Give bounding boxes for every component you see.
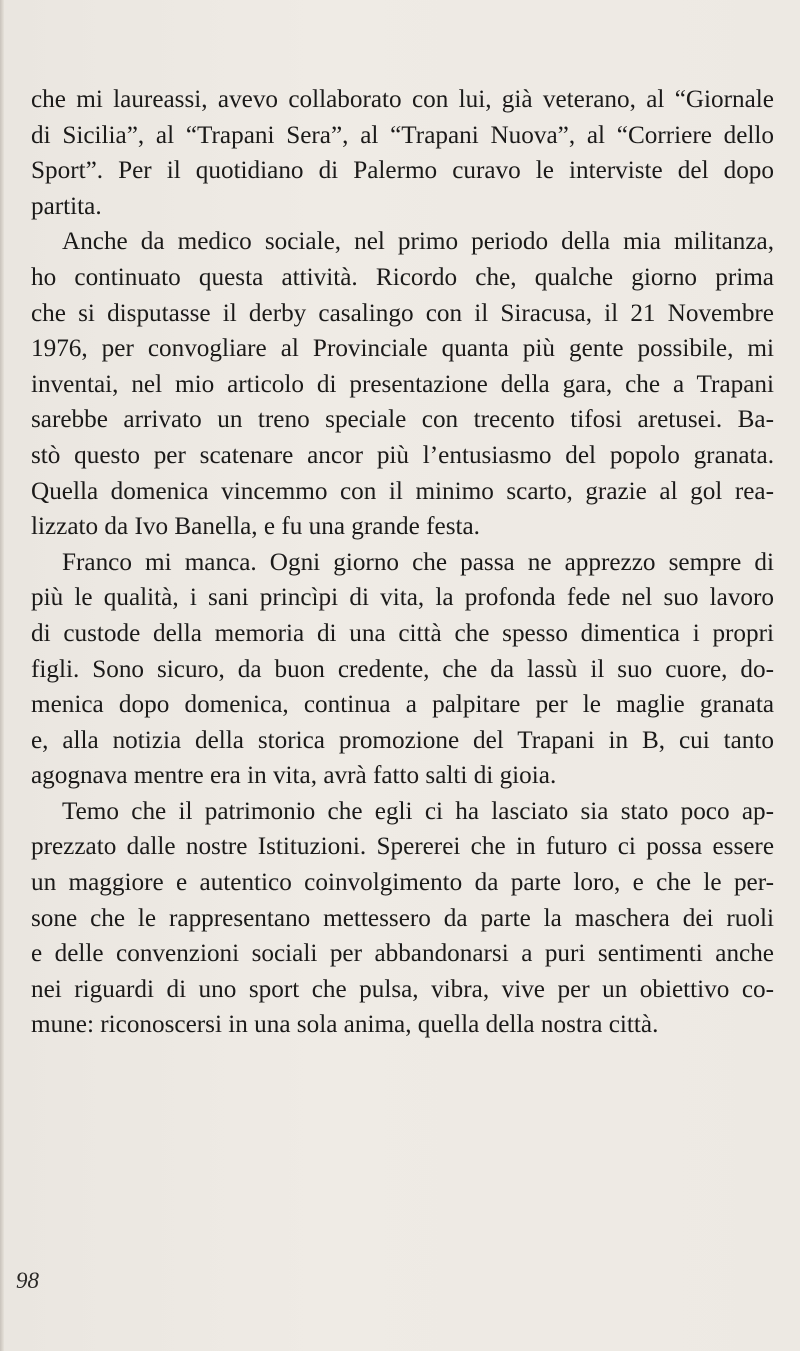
text-line: sarebbe arrivato un treno speciale con trecento tifosi aretusei. Ba-: [31, 406, 774, 434]
text-line: inventai, nel mio articolo di presentazione della gara, che a Trapani: [31, 370, 774, 398]
paragraph: [31, 794, 774, 1043]
text-line: di Sicilia”, al “Trapani Sera”, al “Trapani Nuova”, al “Corriere dello: [31, 121, 774, 149]
text-line: Temo che il patrimonio che egli ci ha lasciato sia stato poco ap-: [62, 797, 774, 825]
body-text: [31, 82, 774, 1043]
paragraph: [31, 224, 774, 544]
text-line: mune: riconoscersi in una sola anima, quella della nostra città.: [31, 1011, 659, 1039]
text-line: più le qualità, i sani princìpi di vita, la profonda fede nel suo lavoro: [31, 584, 774, 612]
text-line: sone che le rappresentano mettessero da parte la maschera dei ruoli: [31, 904, 774, 932]
text-line: che mi laureassi, avevo collaborato con lui, già veterano, al “Giornale: [31, 86, 774, 113]
text-line: nei riguardi di uno sport che pulsa, vibra, vive per un obiettivo co-: [31, 975, 774, 1003]
text-line: 1976, per convogliare al Provinciale quanta più gente possibile, mi: [31, 335, 774, 363]
text-line: Quella domenica vincemmo con il minimo scarto, grazie al gol rea-: [31, 477, 774, 505]
text-line: agognava mentre era in vita, avrà fatto salti di gioia.: [31, 762, 557, 790]
paragraph: [31, 545, 774, 794]
text-line: partita.: [31, 192, 102, 220]
text-line: ho continuato questa attività. Ricordo che, qualche giorno prima: [31, 263, 774, 291]
text-line: di custode della memoria di una città che spesso dimentica i propri: [31, 619, 774, 647]
text-line: figli. Sono sicuro, da buon credente, che da lassù il suo cuore, do-: [31, 655, 774, 683]
text-line: e delle convenzioni sociali per abbandonarsi a puri sentimenti anche: [31, 940, 774, 968]
text-line: un maggiore e autentico coinvolgimento da parte loro, e che le per-: [31, 869, 774, 897]
text-line: Sport”. Per il quotidiano di Palermo curavo le interviste del dopo: [31, 157, 774, 185]
text-line: Anche da medico sociale, nel primo periodo della mia militanza,: [62, 228, 774, 256]
text-line: Franco mi manca. Ogni giorno che passa ne apprezzo sempre di: [62, 548, 774, 576]
text-line: lizzato da Ivo Banella, e fu una grande festa.: [31, 513, 480, 541]
text-line: stò questo per scatenare ancor più l’entusiasmo del popolo granata.: [31, 441, 774, 469]
paragraph: [31, 82, 774, 224]
text-line: e, alla notizia della storica promozione del Trapani in B, cui tanto: [31, 726, 774, 754]
page-number: 98: [16, 1268, 39, 1293]
text-line: menica dopo domenica, continua a palpitare per le maglie granata: [31, 691, 774, 719]
text-line: che si disputasse il derby casalingo con il Siracusa, il 21 Novembre: [31, 299, 774, 327]
text-line: prezzato dalle nostre Istituzioni. Spererei che in futuro ci possa essere: [31, 833, 774, 861]
page-edge: [0, 0, 4, 1351]
